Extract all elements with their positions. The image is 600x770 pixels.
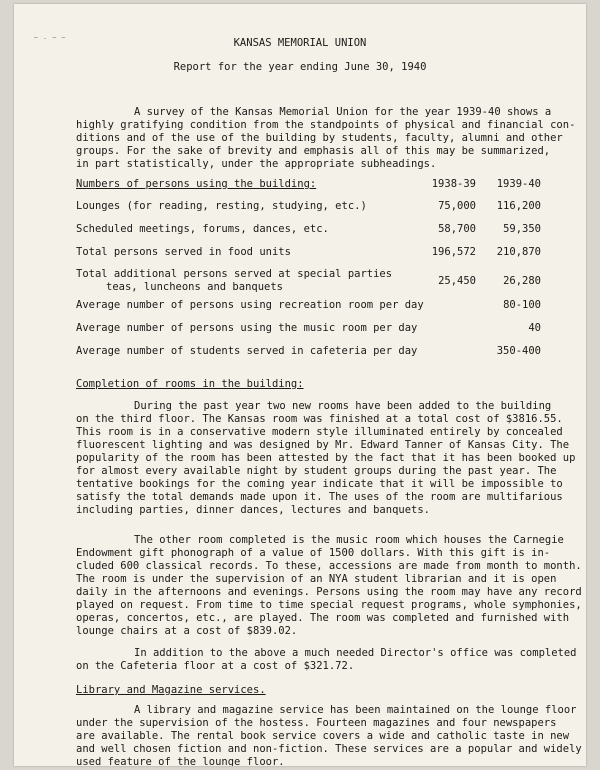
column-header-1939-40: 1939-40 — [496, 178, 541, 190]
intro-line: A survey of the Kansas Memorial Union for the year 1939-40 shows a — [134, 106, 552, 118]
table-cell-1939-40: 210,870 — [496, 246, 541, 258]
rooms-heading: Completion of rooms in the building: — [76, 378, 304, 390]
numbers-heading: Numbers of persons using the building: — [76, 178, 317, 190]
table-row-label-continued: teas, luncheons and banquets — [106, 281, 284, 293]
office-paragraph-line: on the Cafeteria floor at a cost of $321.72. — [76, 660, 355, 672]
table-cell-1939-40: 80-100 — [503, 299, 541, 311]
rooms-paragraph-line: including parties, dinner dances, lectures and banquets. — [76, 504, 431, 516]
music-room-paragraph-line: operas, concertos, etc., are played. The room was completed and furnished with — [76, 612, 570, 624]
library-paragraph-line: are available. The rental book service covers a wide and catholic taste in new — [76, 730, 570, 742]
music-room-paragraph-line: The room is under the supervision of an NYA student librarian and it is open — [76, 573, 557, 585]
rooms-paragraph-line: fluorescent lighting and was designed by Mr. Edward Tanner of Kansas City. The — [76, 439, 570, 451]
table-row-label: Total additional persons served at special parties — [76, 268, 393, 280]
rooms-paragraph-line: for almost every available night by student groups during the past year. The — [76, 465, 557, 477]
music-room-paragraph-line: The other room completed is the music room which houses the Carnegie — [134, 534, 564, 546]
rooms-paragraph-line: popularity of the room has been attested by the fact that it has been booked up — [76, 452, 576, 464]
music-room-paragraph-line: Endowment gift phonograph of a value of 1500 dollars. With this gift is in- — [76, 547, 551, 559]
table-row-label: Average number of persons using recreation room per day — [76, 299, 424, 311]
table-row-label: Average number of persons using the music room per day — [76, 322, 418, 334]
library-paragraph-line: under the supervision of the hostess. Fourteen magazines and four newspapers — [76, 717, 557, 729]
intro-line: groups. For the sake of brevity and emphasis all of this may be summarized, — [76, 145, 551, 157]
column-header-1938-39: 1938-39 — [431, 178, 476, 190]
library-paragraph-line: used feature of the lounge floor. — [76, 756, 285, 766]
rooms-paragraph-line: on the third floor. The Kansas room was finished at a total cost of $3816.55. — [76, 413, 563, 425]
music-room-paragraph-line: cluded 600 classical records. To these, accessions are made from month to month. — [76, 560, 582, 572]
document-subtitle: Report for the year ending June 30, 1940 — [173, 61, 427, 73]
library-heading: Library and Magazine services. — [76, 684, 266, 696]
music-room-paragraph-line: played on request. From time to time special request programs, whole symphonies, — [76, 599, 582, 611]
document-page — [14, 4, 586, 766]
music-room-paragraph-line: lounge chairs at a cost of $839.02. — [76, 625, 298, 637]
table-cell-1938-39: 196,572 — [431, 246, 476, 258]
intro-line: highly gratifying condition from the standpoints of physical and financial con- — [76, 119, 576, 131]
table-cell-1938-39: 25,450 — [438, 275, 476, 287]
rooms-paragraph-line: During the past year two new rooms have been added to the building — [134, 400, 552, 412]
table-cell-1939-40: 116,200 — [496, 200, 541, 212]
music-room-paragraph-line: daily in the afternoons and evenings. Persons using the room may have any record — [76, 586, 582, 598]
table-cell-1939-40: 350-400 — [496, 345, 541, 357]
table-row-label: Lounges (for reading, resting, studying, etc.) — [76, 200, 367, 212]
library-paragraph-line: A library and magazine service has been maintained on the lounge floor — [134, 704, 577, 716]
table-row-label: Total persons served in food units — [76, 246, 291, 258]
table-row-label: Average number of students served in cafeteria per day — [76, 345, 418, 357]
document-title: KANSAS MEMORIAL UNION — [233, 37, 367, 49]
office-paragraph-line: In addition to the above a much needed Director's office was completed — [134, 647, 577, 659]
table-cell-1938-39: 58,700 — [438, 223, 476, 235]
rooms-paragraph-line: tentative bookings for the coming year indicate that it will be impossible to — [76, 478, 563, 490]
library-paragraph-line: and well chosen fiction and non-fiction. These services are a popular and widely — [76, 743, 582, 755]
rooms-paragraph-line: This room is in a conservative modern style illuminated entirely by concealed — [76, 426, 563, 438]
table-cell-1939-40: 26,280 — [503, 275, 541, 287]
intro-line: ditions and of the use of the building by students, faculty, alumni and other — [76, 132, 563, 144]
archive-marks: — . — — — [34, 34, 67, 41]
table-cell-1939-40: 40 — [528, 322, 541, 334]
table-row-label: Scheduled meetings, forums, dances, etc. — [76, 223, 329, 235]
rooms-paragraph-line: satisfy the total demands made upon it. The uses of the room are multifarious — [76, 491, 563, 503]
table-cell-1938-39: 75,000 — [438, 200, 476, 212]
table-cell-1939-40: 59,350 — [503, 223, 541, 235]
intro-line: in part statistically, under the appropriate subheadings. — [76, 158, 437, 170]
